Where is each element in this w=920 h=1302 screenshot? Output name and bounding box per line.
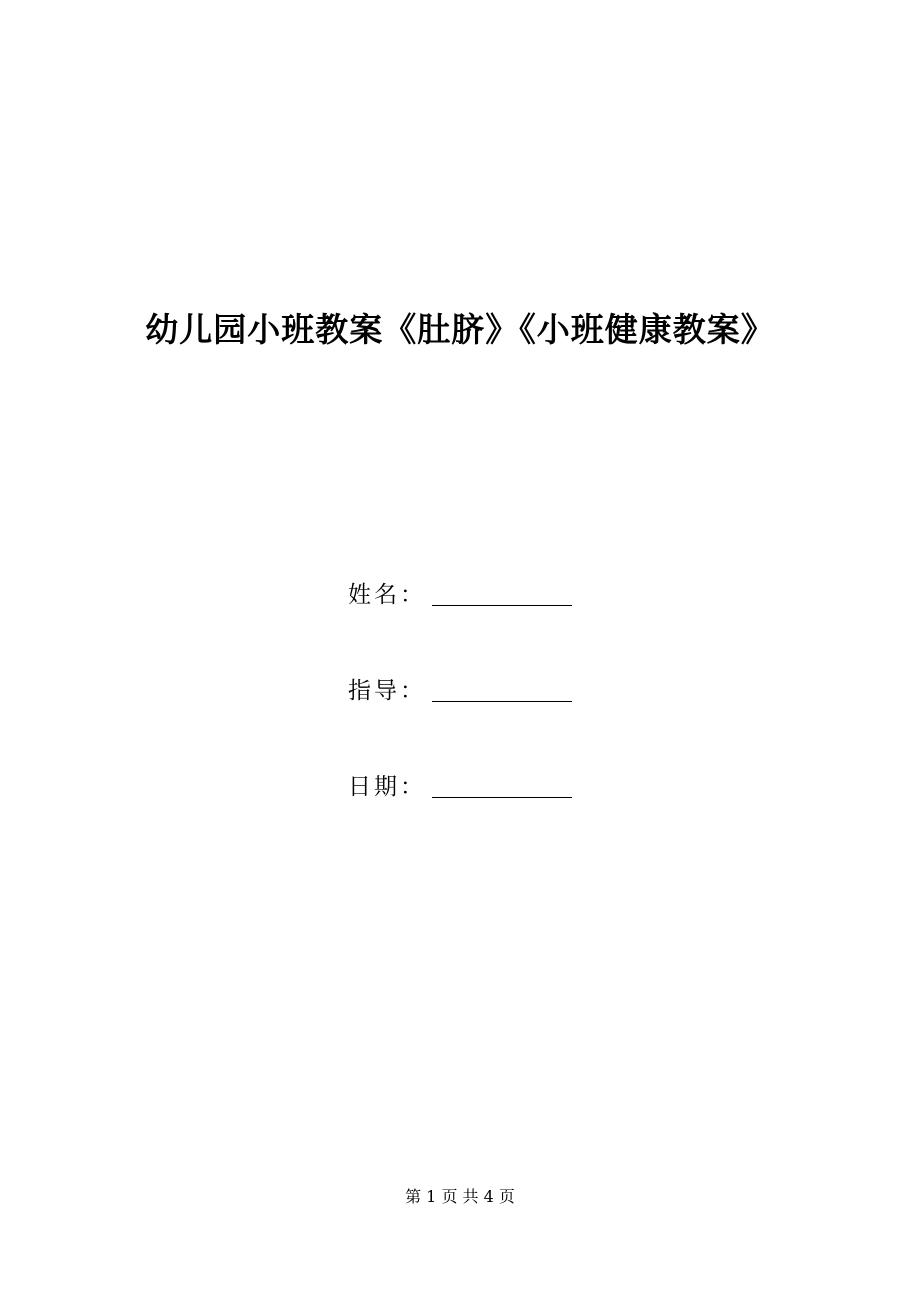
advisor-label: 指导： [348,678,426,704]
document-title: 幼儿园小班教案《肚脐》《小班健康教案》 [145,310,775,349]
date-label: 日期： [348,774,426,800]
advisor-blank-line [432,701,572,702]
name-label: 姓名： [348,582,426,608]
date-field [348,770,572,802]
date-blank-line [432,797,572,798]
name-blank-line [432,605,572,606]
page-footer [0,1186,920,1208]
name-field [348,578,572,610]
advisor-field [348,674,572,706]
page-number-indicator: 第 1 页 共 4 页 [405,1187,515,1206]
